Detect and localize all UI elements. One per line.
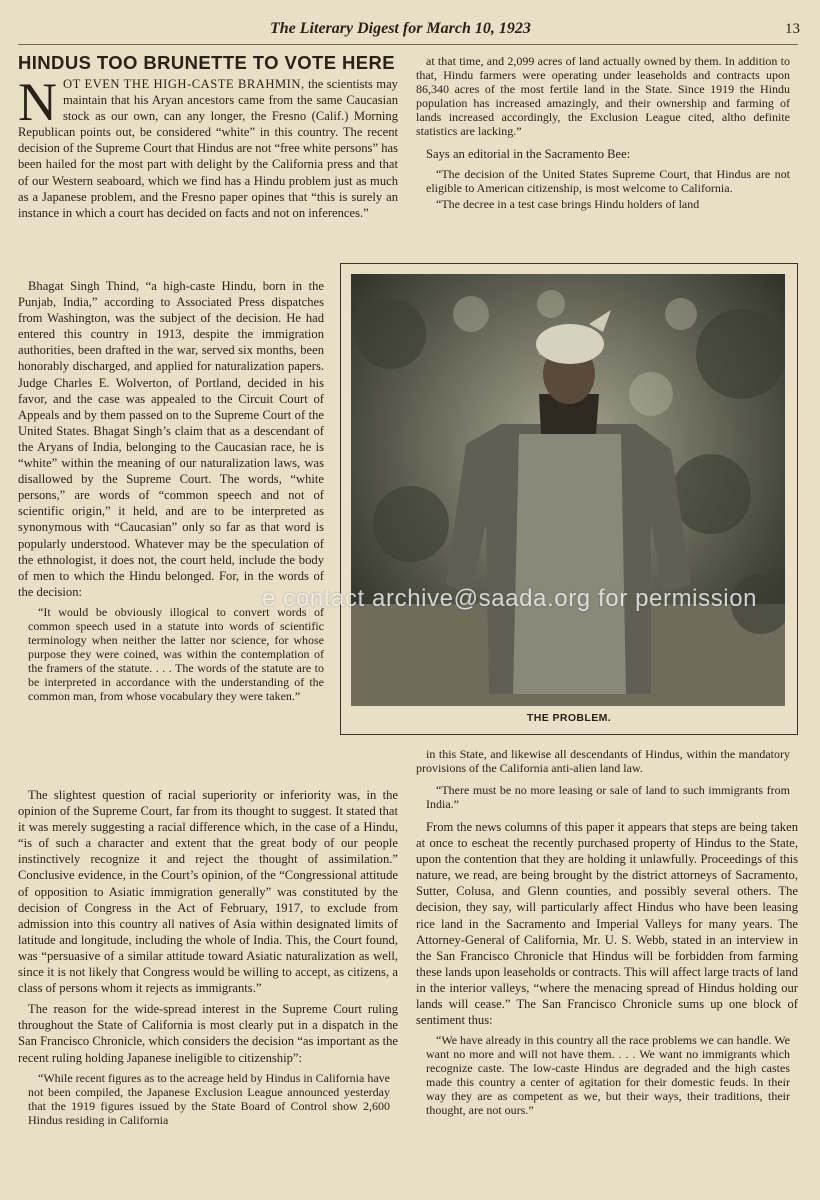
escheat-paragraph: From the news columns of this paper it appears that steps are being taken at once to escheat the recently purchased property of Hindus to the State, upon the contention that they are holding it unlawfully. Proceedings of this nature, we read, are being brought by the district attorneys of Sacramento, Sutter, Colusa, and Glenn counties, and possibly several others. The decision, they say, will particularly affect Hindus who have been leasing rice land in the Sacramento and Imperial Valleys for many years. The Attorney-General of California, Mr. U. S. Webb, stated in an interview in the San Francisco Chronicle that Hindus will be forbidden from farming these lands upon leaseholds or contracts. This will affect large tracts of land in the interior valleys, “where the menacing spread of Hindus holding our lands will cease.” The San Francisco Chronicle sums up one block of sentiment thus:	[416, 820, 798, 1028]
bee-quote-continued: in this State, and likewise all descendants of Hindus, within the mandatory provisions of the California anti-alien land law.	[416, 747, 790, 775]
photo-figure	[340, 263, 798, 735]
lead-small-caps: OT EVEN THE HIGH-CASTE BRAHMIN,	[63, 77, 305, 91]
left-column-top	[18, 72, 398, 226]
chronicle-final-quote: “We have already in this country all the race problems we can handle. We want no more and will not have them. . . . We want no immigrants which recognize caste. The low-caste Hindus are degraded and the high castes made this country a center of agitation for their domestic feuds. In their way they are as competent as we, but their ways, their traditions, their thought, are not ours.”	[426, 1033, 790, 1118]
archive-watermark: e contact archive@saada.org for permission	[262, 585, 758, 612]
page-number: 13	[785, 21, 800, 37]
court-quote: “It would be obviously illogical to convert words of common speech used in a statute into words of scientific terminology when neither the latter nor science, for whose purpose they were coined, was within the contemplation of the framers of the statute. . . . The words of the statute are to be interpreted in accordance with the understanding of the common man, from whose vocabulary they were taken.”	[28, 604, 324, 703]
racial-paragraph: The slightest question of racial superiority or inferiority was, in the opinion of the Supreme Court, far from its thought to suggest. It stated that it was merely suggesting a racial difference which, in the case of a Hindu, “is of such a character and extent that the great body of our people instinctively recognize it and reject the thought of assimilation.” Conclusive evidence, in the Court’s opinion, of the “Congressional attitude of opposition to Asiatic immigration generally” was constituted by the decision of Congress in the Act of February, 1917, to exclude from admission into this country all natives of Asia within designated limits of latitude and longitude, including the whole of India. This, the Court found, was “persuasive of a similar attitude toward Asiatic naturalization as well, since it is not likely that Congress would be willing to accept, as citizens, a class of persons whom it rejects as immigrants.”	[18, 788, 398, 996]
acreage-quote: at that time, and 2,099 acres of land actually owned by them. In addition to that, Hindu farmers were operating under leaseholds and contracts upon 86,340 acres of the most fertile land in the State. Since 1919 the Hindu population has increased amazingly, and their ownership and farming of lands increased accordingly, the Exclusion League cited, altho definite statistics are lacking.”	[416, 54, 790, 138]
header-rule	[18, 44, 798, 45]
article-headline: HINDUS TOO BRUNETTE TO VOTE HERE	[18, 52, 396, 73]
bee-quote-1: “The decision of the United States Supreme Court, that Hindus are not eligible to American citizenship, is most welcome to California.	[426, 167, 790, 196]
right-column-bottom	[416, 745, 798, 1125]
left-column-bottom	[18, 787, 398, 1135]
figure-caption: THE PROBLEM.	[526, 712, 612, 724]
lead-paragraph	[18, 72, 398, 221]
farmer-photo-illustration	[351, 274, 785, 706]
bee-quote-2: “The decree in a test case brings Hindu holders of land	[436, 197, 700, 212]
exclusion-quote: “While recent figures as to the acreage held by Hindus in California have not been compiled, the Japanese Exclusion League announced yesterday that the 1919 figures issued by the State Board of Control show 2,600 Hindus residing in California	[28, 1070, 390, 1127]
chronicle-paragraph: The reason for the wide-spread interest in the Supreme Court ruling throughout the State of California is most clearly put in a dispatch in the San Francisco Chronicle, which considers the decision “as important as the recent ruling holding Japanese ineligible to citizenship”:	[18, 1002, 398, 1065]
lead-text: the scientists may maintain that his Aryan ancestors came from the same Caucasian stock as our own, can any longer, the Fresno (Calif.) Morning Republican points out, be considered “white” in this country. The recent decision of the Supreme Court that Hindus are not “free white persons” has been hailed for the most part with delight by the California press and that of our Western seaboard, which we find has a Hindu problem just as much as a Japanese problem, and the Fresno paper opines that “this is surely an instance in which a court has decided on facts and not on inferences.”	[18, 77, 398, 220]
running-header	[270, 20, 800, 38]
running-title: The Literary Digest for March 10, 1923	[270, 20, 531, 37]
sacramento-bee-intro: Says an editorial in the Sacramento Bee:	[426, 147, 631, 161]
right-column-top	[416, 52, 798, 219]
thind-paragraph: Bhagat Singh Thind, “a high-caste Hindu, born in the Punjab, India,” according to Associated Press dispatches from Washington, was the subject of the decision. He had entered this country in 1913, despite the immigration authorities, been drafted in the war, served six months, been honorably discharged, and applied for naturalization papers. Judge Charles E. Wolverton, of Portland, decided in his favor, and the case was appealed to the Circuit Court of Appeals and by them passed on to the Supreme Court of the United States. Bhagat Singh’s claim that as a descendant of the Aryans of India, belonging to the Caucasian race, he is “white” within the meaning of our naturalization laws, was disallowed by the Supreme Court. The words, “white persons,” are words of “common speech and not of scientific origin,” it held, and are to be interpreted as synonymous with “Caucasian” only so far as that word is popularly understood. Whatever may be the speculation of the ethnologist, it does not, the court held, include the body of men to which the Hindu belonged. For, in the words of the decision:	[18, 279, 324, 599]
left-column-middle	[18, 278, 324, 711]
drop-cap: N	[18, 72, 57, 132]
bee-quote-final: “There must be no more leasing or sale of land to such immigrants from India.”	[426, 783, 790, 811]
photo-hindu-farmer	[351, 274, 785, 706]
